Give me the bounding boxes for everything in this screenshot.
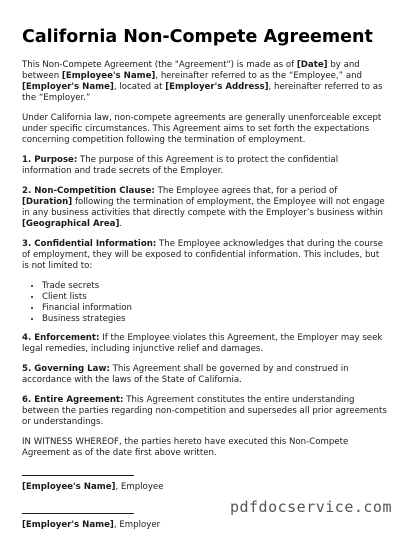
governing-law-section bbox=[22, 364, 388, 386]
employer-signature-line bbox=[22, 513, 134, 514]
entire-agreement-text: This Agreement constitutes the entire understanding between the parties regarding non-competition and supersedes all prior agreements or understandings. bbox=[22, 395, 387, 427]
employee-signature-name: [Employee's Name] bbox=[22, 482, 116, 492]
purpose-text: The purpose of this Agreement is to protect the confidential information and trade secrets of the Employer. bbox=[22, 155, 339, 176]
entire-agreement-section bbox=[22, 395, 388, 428]
governing-law-text: This Agreement shall be governed by and construed in accordance with the laws of the State of California. bbox=[22, 364, 349, 385]
employee-signature-line bbox=[22, 475, 134, 476]
non-competition-text-2: following the termination of employment, the Employee will not engage in any business activities that directly compete with the Employer’s business within bbox=[22, 197, 385, 218]
geographical-area-placeholder: [Geographical Area] bbox=[22, 219, 120, 229]
employee-signature-label bbox=[22, 482, 388, 493]
non-competition-text-1: The Employee agrees that, for a period of bbox=[154, 186, 338, 196]
document-title: California Non-Compete Agreement bbox=[22, 27, 373, 47]
enforcement-text: If the Employee violates this Agreement, the Employer may seek legal remedies, including injunctive relief and damages. bbox=[22, 333, 383, 354]
employer-signature-role: , Employer bbox=[113, 520, 161, 530]
non-competition-text-3: . bbox=[119, 219, 123, 229]
enforcement-section bbox=[22, 333, 388, 355]
document-page bbox=[22, 26, 388, 551]
list-item: • Client lists bbox=[42, 292, 388, 303]
employee-name-placeholder: [Employee's Name] bbox=[61, 71, 156, 81]
entire-agreement-heading: 6. Entire Agreement: bbox=[22, 395, 124, 405]
list-item: • Financial information bbox=[42, 303, 388, 314]
governing-law-heading: 5. Governing Law: bbox=[22, 364, 110, 374]
employer-name-placeholder: [Employer's Name] bbox=[22, 82, 114, 92]
employer-address-placeholder: [Employer's Address] bbox=[165, 82, 269, 92]
context-paragraph: Under California law, non-compete agreements are generally unenforceable except under specific circumstances. This Agreement aims to set forth the expectations concerning competition following the termination of employment. bbox=[22, 113, 382, 145]
duration-placeholder: [Duration] bbox=[22, 197, 73, 207]
employer-signature-name: [Employer's Name] bbox=[22, 520, 114, 530]
confidential-section bbox=[22, 239, 388, 272]
intro-text-4: , located at bbox=[113, 82, 166, 92]
list-item: • Business strategies bbox=[42, 314, 388, 325]
intro-text-3: , hereinafter referred to as the “Employee,” and bbox=[155, 71, 362, 81]
list-item: • Trade secrets bbox=[42, 281, 388, 292]
purpose-heading: 1. Purpose: bbox=[22, 155, 78, 165]
employee-signature-role: , Employee bbox=[115, 482, 164, 492]
witness-paragraph: IN WITNESS WHEREOF, the parties hereto have executed this Non-Compete Agreement as of the date first above written. bbox=[22, 437, 349, 458]
purpose-section bbox=[22, 155, 388, 177]
intro-text-1: This Non-Compete Agreement (the "Agreement") is made as of bbox=[22, 60, 297, 70]
confidential-text: The Employee acknowledges that during the course of employment, they will be exposed to confidential information. This includes, but is not limited to: bbox=[22, 239, 384, 271]
intro-text-2: by and between bbox=[22, 60, 360, 81]
non-competition-section bbox=[22, 186, 388, 230]
confidential-heading: 3. Confidential Information: bbox=[22, 239, 157, 249]
confidential-list bbox=[22, 281, 388, 325]
enforcement-heading: 4. Enforcement: bbox=[22, 333, 100, 343]
intro-paragraph bbox=[22, 60, 388, 104]
non-competition-heading: 2. Non-Competition Clause: bbox=[22, 186, 155, 196]
intro-text-5: , hereinafter referred to as the “Employer.” bbox=[22, 82, 383, 103]
date-placeholder: [Date] bbox=[296, 60, 328, 70]
watermark: pdfdocservice.com bbox=[229, 498, 392, 516]
